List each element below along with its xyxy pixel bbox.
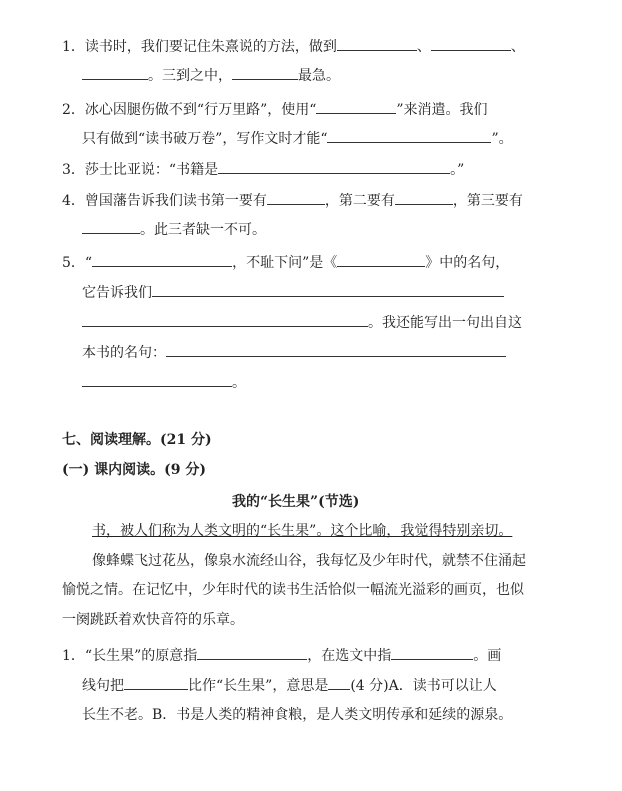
passage-paragraph-2-line-2: 愉悦之情。在记忆中，少年时代的读书生活恰似一幅流光溢彩的画页，也似: [62, 582, 524, 598]
question-4-text-c: ，第三要有: [452, 193, 523, 209]
question-5-line-2: [82, 282, 504, 303]
section-heading: 七、阅读理解。(21 分): [62, 432, 212, 448]
answer-blank[interactable]: [337, 252, 425, 267]
question-2-text-a: 2．冰心因腿伤做不到“行万里路”，使用“: [62, 102, 317, 118]
answer-blank[interactable]: [232, 65, 298, 80]
reading-question-1-line-2: [82, 675, 497, 696]
answer-blank[interactable]: [82, 372, 232, 387]
question-1-line-2: [82, 65, 340, 86]
question-5-text-e: 。我还能写出一句出自这: [368, 315, 522, 331]
answer-blank[interactable]: [327, 128, 491, 143]
answer-blank[interactable]: [431, 36, 511, 51]
question-1-line-1: [62, 36, 525, 57]
passage-paragraph-2-line-1: 像蜂蝶飞过花丛，像泉水流经山谷，我每忆及少年时代，就禁不住涌起: [92, 553, 526, 569]
separator: 、: [416, 39, 431, 55]
question-2-line-1: [62, 99, 488, 120]
answer-blank[interactable]: [316, 99, 396, 114]
question-5-text-f: 本书的名句：: [82, 345, 166, 361]
passage-paragraph-2-line-3: 一阕跳跃着欢快音符的乐章。: [62, 612, 244, 628]
question-4-line-2: [82, 219, 266, 240]
reading-question-1-text-d: 线句把: [82, 678, 124, 694]
question-5-line-5: [82, 372, 246, 393]
answer-blank[interactable]: [328, 675, 350, 690]
reading-question-1-line-1: [62, 645, 501, 666]
reading-question-1-text-a: 1．“长生果”的原意指: [62, 648, 198, 664]
answer-blank[interactable]: [152, 282, 504, 297]
answer-blank[interactable]: [395, 190, 453, 205]
question-5-line-3: [82, 312, 522, 333]
question-5-text-c: 》中的名句，: [425, 255, 510, 271]
question-1-text-a: 1．读书时，我们要记住朱熹说的方法，做到: [62, 39, 337, 55]
answer-blank[interactable]: [82, 312, 368, 327]
reading-question-1-line-3: 长生不老。B．书是人类的精神食粮，是人类文明传承和延续的源泉。: [82, 707, 513, 723]
sub-section-heading: (一) 课内阅读。(9 分): [62, 462, 206, 478]
answer-blank[interactable]: [267, 190, 325, 205]
question-5-text-b: ，不耻下问”是《: [232, 255, 338, 271]
question-5-line-4: [82, 342, 506, 363]
question-5-text-d: 它告诉我们: [82, 285, 152, 301]
question-2-text-c: 只有做到“读书破万卷”，写作文时才能“: [82, 131, 328, 147]
answer-blank[interactable]: [92, 252, 232, 267]
answer-blank[interactable]: [337, 36, 417, 51]
question-5-line-1: [62, 252, 509, 273]
answer-blank[interactable]: [82, 219, 140, 234]
answer-blank[interactable]: [218, 159, 450, 174]
question-5-text-a: 5．“: [62, 255, 93, 271]
question-4-text-b: ，第二要有: [324, 193, 395, 209]
answer-blank[interactable]: [166, 342, 506, 357]
separator: 、: [510, 39, 525, 55]
question-4-line-1: [62, 190, 523, 211]
question-1-text-c: 最急。: [298, 68, 340, 84]
question-2-text-d: ”。: [491, 131, 513, 147]
reading-question-1-text-e: 比作“长生果”，意思是: [188, 678, 329, 694]
answer-blank[interactable]: [124, 675, 188, 690]
reading-question-1-text-b: ，在选文中指: [307, 648, 392, 664]
question-5-text-g: 。: [232, 375, 246, 391]
question-2-line-2: [82, 128, 513, 149]
question-4-text-a: 4．曾国藩告诉我们读书第一要有: [62, 193, 267, 209]
reading-question-1-text-c: 。画: [473, 648, 502, 664]
passage-title: 我的“长生果”(节选): [232, 494, 360, 510]
question-3-line-1: [62, 159, 464, 180]
answer-blank[interactable]: [82, 65, 148, 80]
question-3-text-b: 。”: [450, 162, 465, 178]
question-2-text-b: ”来消遣。我们: [396, 102, 488, 118]
answer-blank[interactable]: [197, 645, 307, 660]
question-3-text-a: 3．莎士比亚说：“书籍是: [62, 162, 219, 178]
passage-paragraph-1: 书，被人们称为人类文明的“长生果”。这个比喻，我觉得特别亲切。: [92, 523, 513, 539]
reading-question-1-text-f: (4 分)A．读书可以让人: [350, 678, 497, 694]
answer-blank[interactable]: [391, 645, 473, 660]
question-1-text-b: 。三到之中，: [148, 68, 232, 84]
question-4-text-d: 。此三者缺一不可。: [140, 222, 266, 238]
